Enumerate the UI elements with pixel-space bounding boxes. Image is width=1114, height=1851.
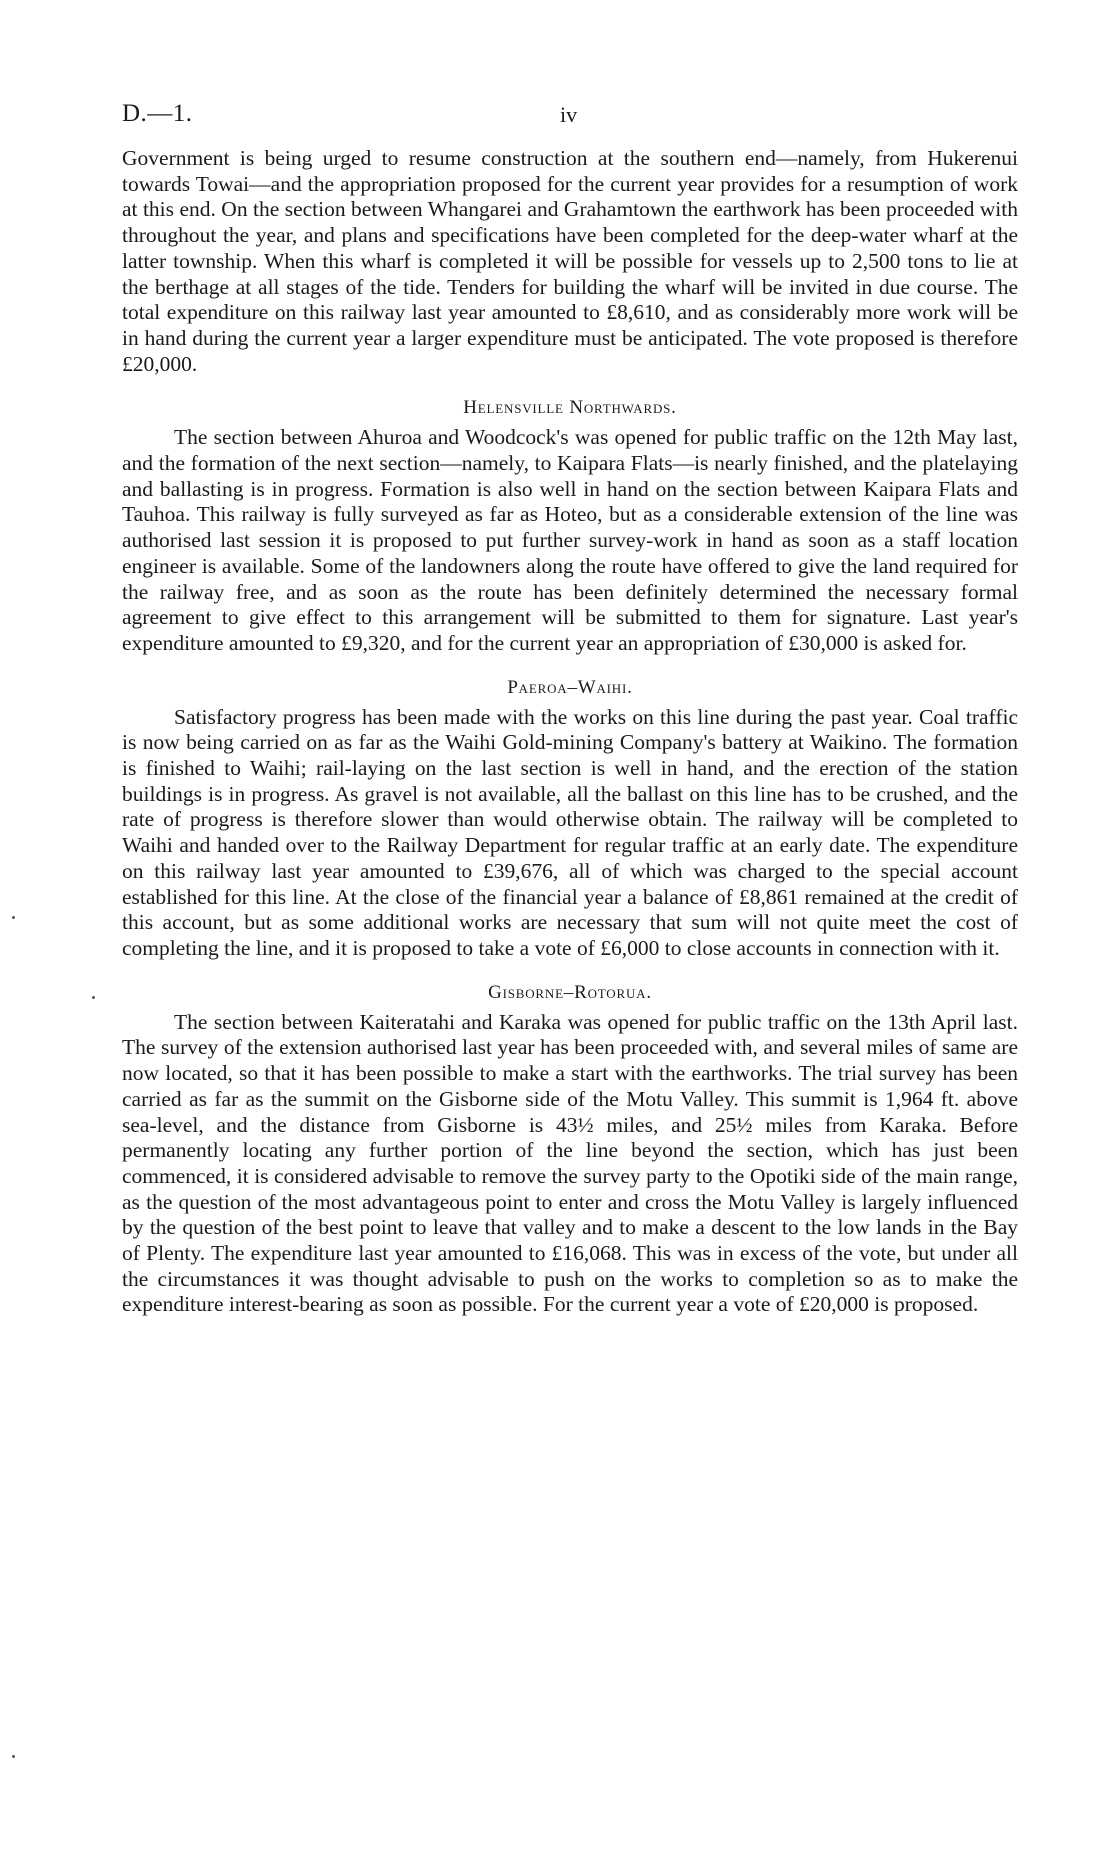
page-number: iv bbox=[560, 102, 578, 127]
section-heading-paeroa-waihi: Paeroa–Waihi. bbox=[507, 676, 633, 698]
scan-speck bbox=[92, 996, 95, 999]
page-header bbox=[122, 100, 1018, 140]
document-reference: D.—1. bbox=[122, 100, 193, 127]
scan-speck bbox=[12, 916, 15, 919]
section-body-paeroa-waihi: Satisfactory progress has been made with the works on this line during the past year. Coal traffic is now being carried on as far as the Waihi Gold-mining Company's battery at Waikino. The formation is finished to Waihi; rail-laying on the last section is well in hand, and the erection of the station buildings is in progress. As gravel is not available, all the ballast on this line has to be crushed, and the rate of progress is therefore slower than would otherwise obtain. The railway will be completed to Waihi and handed over to the Railway Department for regular traffic at an early date. The expenditure on this railway last year amounted to £39,676, all of which was charged to the special account established for this line. At the close of the financial year a balance of £8,861 remained at the credit of this account, but as some additional works are necessary that sum will not quite meet the cost of completing the line, and it is proposed to take a vote of £6,000 to close accounts in connection with it. bbox=[122, 704, 1018, 960]
intro-paragraph: Government is being urged to resume construction at the southern end—namely, from Hukerenui towards Towai—and the appropriation proposed for the current year provides for a resumption of work at this end. On the section between Whangarei and Grahamtown the earthwork has been proceeded with throughout the year, and plans and specifications have been completed for the deep-water wharf at the latter township. When this wharf is completed it will be possible for vessels up to 2,500 tons to lie at the berthage at all stages of the tide. Tenders for building the wharf will be invited in due course. The total expenditure on this railway last year amounted to £8,610, and as considerably more work will be in hand during the current year a larger expenditure must be anticipated. The vote proposed is therefore £20,000. bbox=[122, 146, 1018, 376]
section-heading-gisborne-rotorua: Gisborne–Rotorua. bbox=[488, 981, 652, 1003]
scan-speck bbox=[12, 1755, 15, 1758]
section-heading-helensville: Helensville Northwards. bbox=[463, 397, 677, 419]
section-body-helensville: The section between Ahuroa and Woodcock's was opened for public traffic on the 12th May last, and the formation of the next section—namely, to Kaipara Flats—is nearly finished, and the platelaying and ballasting is in progress. Formation is also well in hand on the section between Kaipara Flats and Tauhoa. This railway is fully surveyed as far as Hoteo, but as a considerable extension of the line was authorised last session it is proposed to put further survey-work in hand as soon as a staff location engineer is available. Some of the landowners along the route have offered to give the land required for the railway free, and as soon as the route has been definitely determined the necessary formal agreement to give effect to this arrangement will be submitted to them for signature. Last year's expenditure amounted to £9,320, and for the current year an appropriation of £30,000 is asked for. bbox=[122, 425, 1018, 655]
document-page bbox=[122, 100, 1018, 1318]
section-body-gisborne-rotorua: The section between Kaiteratahi and Karaka was opened for public traffic on the 13th April last. The survey of the extension authorised last year has been proceeded with, and several miles of same are now located, so that it has been possible to make a start with the earthworks. The trial survey has been carried as far as the summit on the Gisborne side of the Motu Valley. This summit is 1,964 ft. above sea-level, and the distance from Gisborne is 43½ miles, and 25½ miles from Karaka. Before permanently locating any further portion of the line beyond the section, which has just been commenced, it is considered advisable to remove the survey party to the Opotiki side of the main range, as the question of the most advantageous point to enter and cross the Motu Valley is largely influenced by the question of the best point to leave that valley and to make a descent to the low lands in the Bay of Plenty. The expenditure last year amounted to £16,068. This was in excess of the vote, but under all the circumstances it was thought advisable to push on the works to completion so as to make the expenditure interest-bearing as soon as possible. For the current year a vote of £20,000 is proposed. bbox=[122, 1009, 1018, 1317]
